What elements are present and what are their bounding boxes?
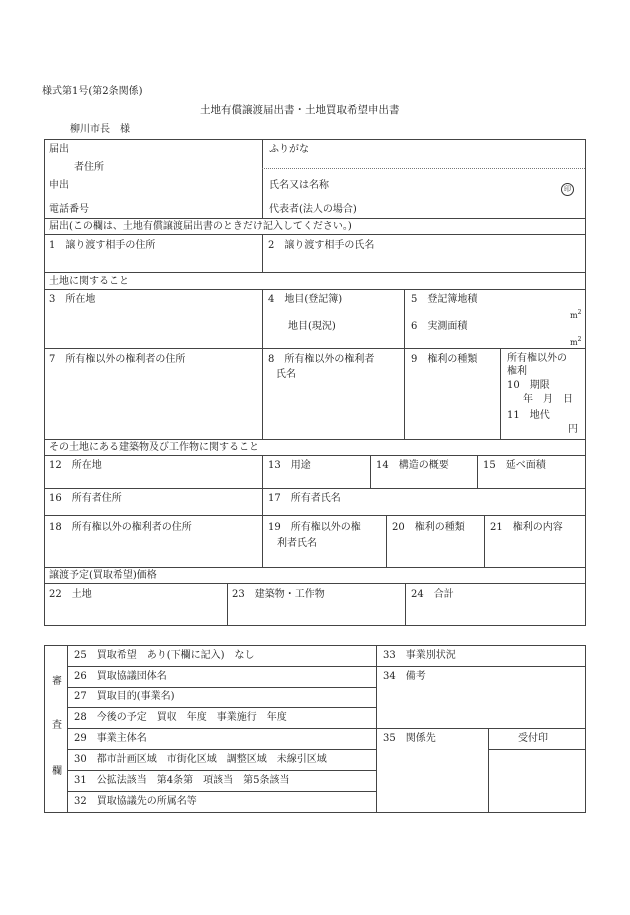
review-side-label-3: 欄 — [52, 766, 62, 777]
applicant-label-1: 届出 — [49, 144, 69, 155]
review-row-28: 28 今後の予定 買収 年度 事業施行 年度 — [74, 712, 287, 723]
land-heading: 土地に関すること — [49, 276, 129, 287]
applicant-address-label: 者住所 — [74, 162, 104, 173]
field-24-label: 24 合計 — [411, 589, 454, 600]
field-7-label: 7 所有権以外の権利者の住所 — [49, 354, 186, 365]
field-13-label: 13 用途 — [268, 460, 311, 471]
other-rights-label: 所有権以外の — [507, 353, 567, 364]
form-number: 様式第1号(第2条関係) — [42, 86, 143, 97]
review-row-27: 27 買取目的(事業名) — [74, 691, 175, 702]
review-row-29: 29 事業主体名 — [74, 733, 147, 744]
field-6-label: 6 実測面積 — [411, 321, 468, 332]
review-row-31: 31 公拡法該当 第4条第 項該当 第5条該当 — [74, 775, 290, 786]
field-18-label: 18 所有権以外の権利者の住所 — [49, 522, 192, 533]
field-4-label: 4 地目(登記簿) — [268, 294, 343, 305]
applicant-label-2: 申出 — [49, 180, 69, 191]
field-10-label: 10 期限 — [507, 380, 550, 391]
field-9-label: 9 権利の種類 — [411, 354, 478, 365]
field-14-label: 14 構造の概要 — [376, 460, 449, 471]
field-16-label: 16 所有者住所 — [49, 493, 122, 504]
unit-sqm-2: $m^2$ — [570, 336, 582, 347]
field-17-label: 17 所有者氏名 — [268, 493, 341, 504]
review-row-32: 32 買取協議先の所属名等 — [74, 796, 197, 807]
review-field-33: 33 事業別状況 — [383, 650, 456, 661]
field-1-label: 1 譲り渡す相手の住所 — [49, 240, 156, 251]
field-22-label: 22 土地 — [49, 589, 92, 600]
reception-stamp-label: 受付印 — [518, 733, 548, 744]
field-23-label: 23 建築物・工作物 — [232, 589, 325, 600]
review-side-label-2: 査 — [52, 720, 62, 731]
review-field-35: 35 関係先 — [383, 733, 436, 744]
phone-label: 電話番号 — [49, 204, 89, 215]
furigana-label: ふりがな — [269, 144, 309, 155]
price-heading: 譲渡予定(買取希望)価格 — [49, 570, 157, 581]
transfer-note: 届出(この欄は、土地有償譲渡届出書のときだけ記入してください。) — [49, 221, 352, 232]
addressee: 柳川市長 様 — [70, 124, 130, 135]
representative-label: 代表者(法人の場合) — [269, 204, 357, 215]
field-19b-label: 利者氏名 — [277, 538, 317, 549]
field-2-label: 2 譲り渡す相手の氏名 — [268, 240, 375, 251]
field-4b-label: 地目(現況) — [288, 321, 336, 332]
field-5-label: 5 登記簿地積 — [411, 294, 478, 305]
field-20-label: 20 権利の種類 — [392, 522, 465, 533]
date-placeholder: 年 月 日 — [523, 394, 573, 405]
review-row-30: 30 都市計画区域 市街化区域 調整区域 未線引区域 — [74, 754, 327, 765]
field-8-label: 8 所有権以外の権利者 — [268, 354, 375, 365]
unit-sqm-1: $m^2$ — [570, 309, 582, 320]
review-row-25: 25 買取希望 あり(下欄に記入) なし — [74, 650, 255, 661]
field-8b-label: 氏名 — [276, 369, 296, 380]
field-19-label: 19 所有権以外の権 — [268, 522, 361, 533]
field-15-label: 15 延べ面積 — [483, 460, 546, 471]
review-side-label-1: 審 — [52, 676, 62, 687]
review-row-26: 26 買取協議団体名 — [74, 671, 167, 682]
review-field-34: 34 備考 — [383, 671, 426, 682]
buildings-heading: その土地にある建築物及び工作物に関すること — [49, 442, 259, 453]
name-label: 氏名又は名称 — [269, 180, 329, 191]
page-title: 土地有償譲渡届出書・土地買取希望申出書 — [200, 104, 400, 116]
field-11-label: 11 地代 — [507, 410, 550, 421]
other-rights-label-2: 権利 — [507, 366, 527, 377]
yen-unit: 円 — [568, 424, 578, 435]
field-3-label: 3 所在地 — [49, 294, 96, 305]
seal-mark: 印 — [561, 183, 574, 196]
field-12-label: 12 所在地 — [49, 460, 102, 471]
field-21-label: 21 権利の内容 — [490, 522, 563, 533]
